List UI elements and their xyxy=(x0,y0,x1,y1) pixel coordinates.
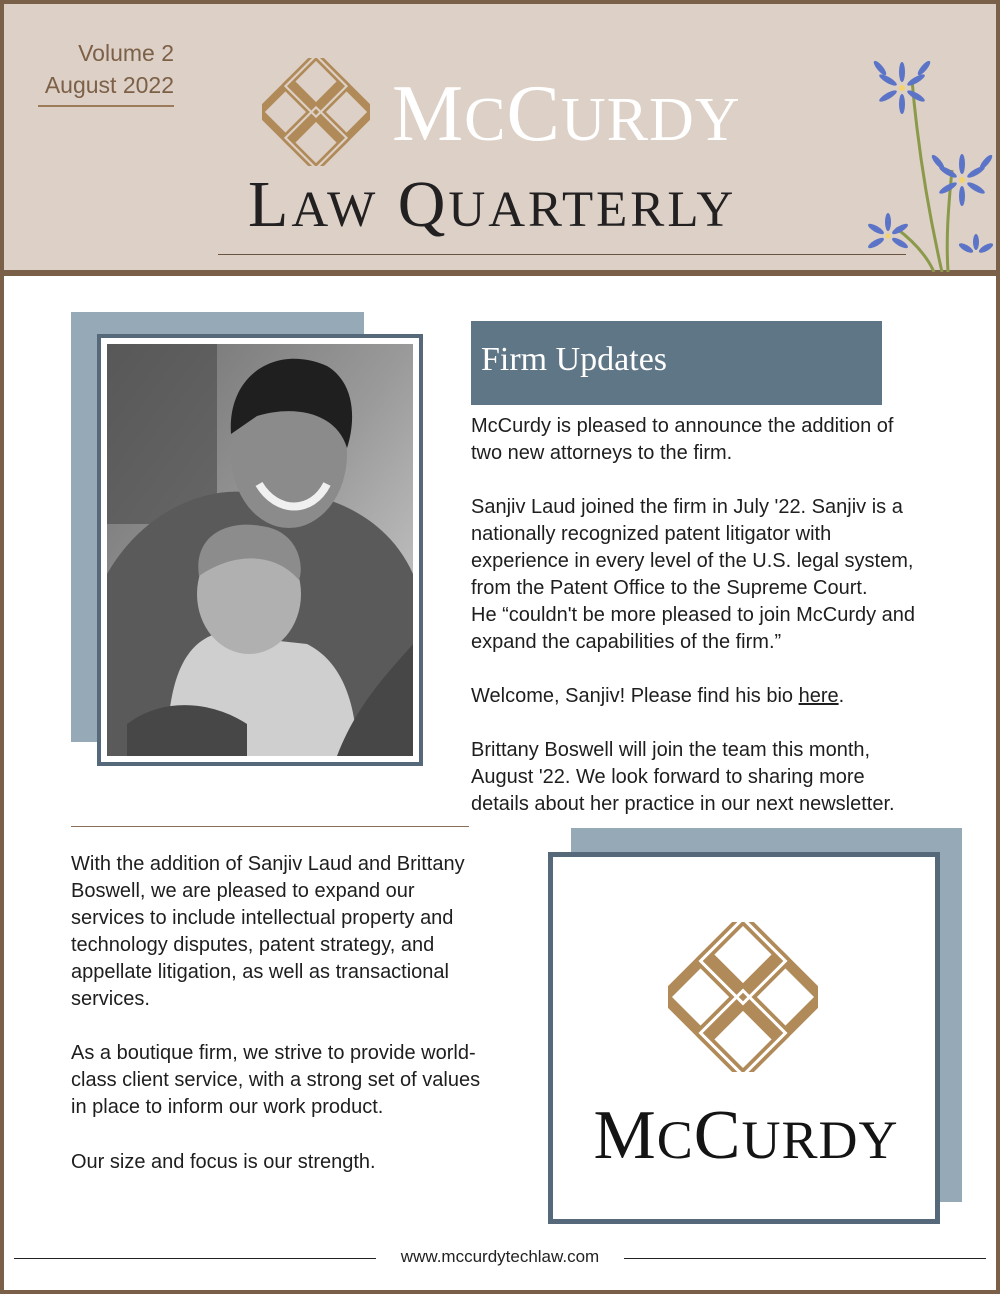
issue-volume: Volume 2 xyxy=(78,40,174,66)
text-line: Brittany Boswell will join the team this month, xyxy=(471,739,871,761)
firm-updates-heading-box xyxy=(471,321,882,405)
text-line: Sanjiv Laud joined the firm in July '22. Sanjiv is a xyxy=(471,496,903,518)
issue-date: August 2022 xyxy=(44,72,174,98)
sanjiv-laud-photo xyxy=(107,344,413,756)
celtic-knot-logo-icon xyxy=(262,58,370,166)
text-line: services. xyxy=(71,988,150,1010)
intro-paragraph xyxy=(471,413,894,467)
welcome-text: Welcome, Sanjiv! Please find his bio xyxy=(471,685,799,707)
text-line: appellate litigation, as well as transactional xyxy=(71,961,449,983)
logo-frame xyxy=(548,852,940,1224)
text-line: two new attorneys to the firm. xyxy=(471,442,733,464)
text-line: He “couldn't be more pleased to join McCurdy and xyxy=(471,604,916,626)
brand-wordmark: MCCURDY xyxy=(392,70,741,158)
section-divider xyxy=(71,826,469,827)
strength-paragraph xyxy=(71,1149,376,1176)
text-line: With the addition of Sanjiv Laud and Brittany xyxy=(71,853,465,875)
brittany-paragraph xyxy=(471,737,895,818)
masthead-divider xyxy=(218,254,906,255)
firm-updates-heading: Firm Updates xyxy=(481,341,668,378)
agapanthus-flower-illustration xyxy=(852,40,998,272)
footer-divider-right xyxy=(624,1258,986,1259)
text-line: Our size and focus is our strength. xyxy=(71,1151,376,1173)
text-line: As a boutique firm, we strive to provide world- xyxy=(71,1042,476,1064)
text-line: in place to inform our work product. xyxy=(71,1096,384,1118)
website-link[interactable]: www.mccurdytechlaw.com xyxy=(400,1247,600,1266)
welcome-paragraph xyxy=(471,683,844,710)
portrait-illustration xyxy=(107,344,413,756)
boutique-paragraph xyxy=(71,1040,480,1121)
masthead-bottom-border xyxy=(4,270,996,276)
sanjiv-paragraph xyxy=(471,494,915,656)
footer-divider-left xyxy=(14,1258,376,1259)
text-line: expand the capabilities of the firm.” xyxy=(471,631,782,653)
celtic-knot-logo-icon xyxy=(668,922,818,1072)
text-line: class client service, with a strong set of values xyxy=(71,1069,481,1091)
text-line: experience in every level of the U.S. legal system, xyxy=(471,550,914,572)
text-line: Boswell, we are pleased to expand our xyxy=(71,880,415,902)
services-expansion-paragraph xyxy=(71,851,465,1013)
publication-title: LAW QUARTERLY xyxy=(248,168,737,241)
issue-divider xyxy=(38,105,174,107)
photo-frame xyxy=(97,334,423,766)
logo-wordmark: MCCURDY xyxy=(593,1097,899,1174)
text-line: August '22. We look forward to sharing more xyxy=(471,766,865,788)
text-line: McCurdy is pleased to announce the addition of xyxy=(471,415,894,437)
text-line: details about her practice in our next newsletter. xyxy=(471,793,895,815)
text-line: technology disputes, patent strategy, and xyxy=(71,934,435,956)
text-line: from the Patent Office to the Supreme Court. xyxy=(471,577,868,599)
bio-link[interactable]: here xyxy=(798,685,839,707)
welcome-period: . xyxy=(838,685,845,707)
text-line: services to include intellectual property and xyxy=(71,907,454,929)
text-line: nationally recognized patent litigator with xyxy=(471,523,832,545)
